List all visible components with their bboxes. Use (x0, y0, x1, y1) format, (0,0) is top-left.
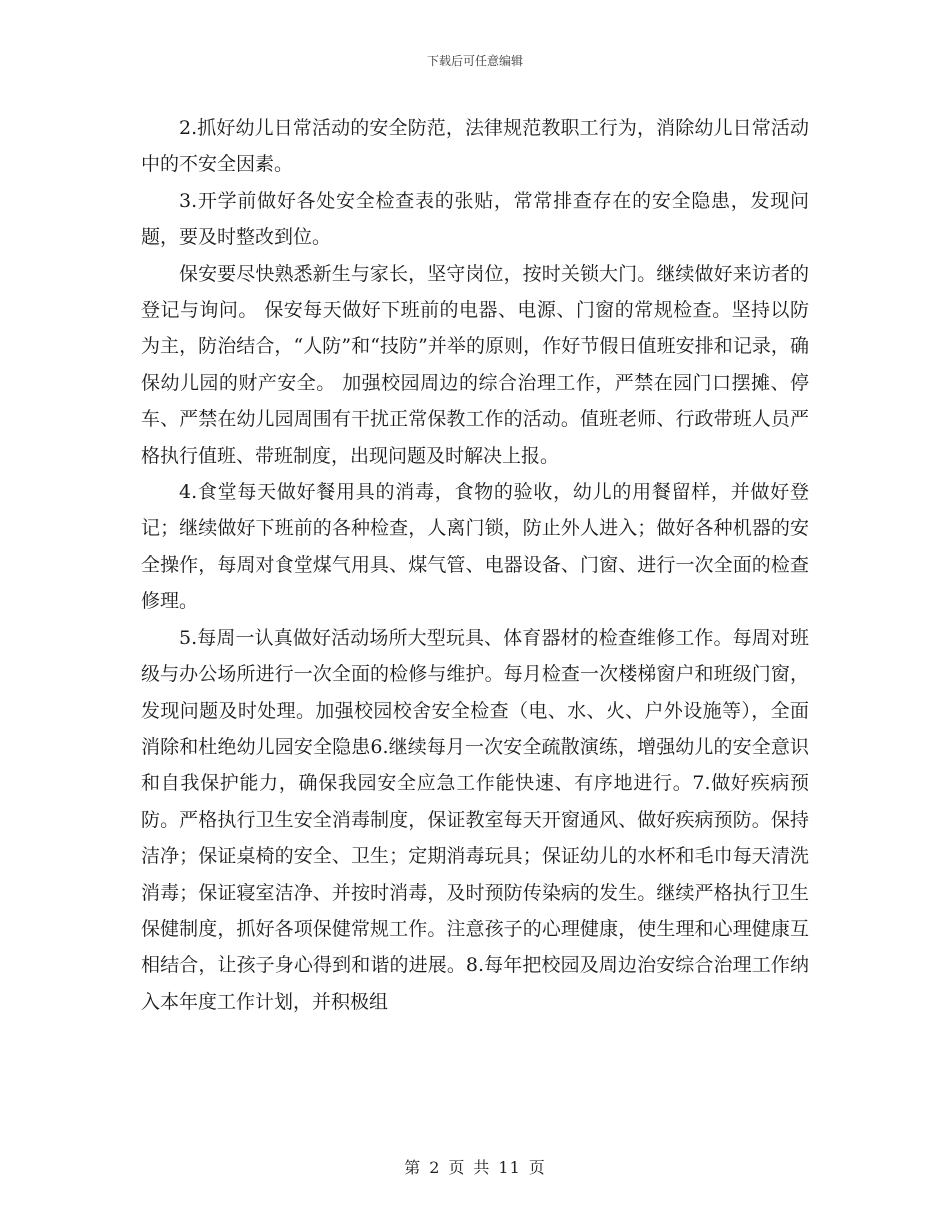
paragraph-5: 5.每周一认真做好活动场所大型玩具、体育器材的检查维修工作。每周对班级与办公场所进行一次全面的检修与维护。每月检查一次楼梯窗户和班级门窗，发现问题及时处理。加强校园校舍安全检查（电、水、火、户外设施等），全面消除和杜绝幼儿园安全隐患6.继续每月一次安全疏散演练，增强幼儿的安全意识和自我保护能力，确保我园安全应急工作能快速、有序地进行。7.做好疾病预防。严格执行卫生安全消毒制度，保证教室每天开窗通风、做好疾病预防。保持洁净；保证桌椅的安全、卫生；定期消毒玩具；保证幼儿的水杯和毛巾每天清洗消毒；保证寝室洁净、并按时消毒，及时预防传染病的发生。继续严格执行卫生保健制度，抓好各项保健常规工作。注意孩子的心理健康，使生理和心理健康互相结合，让孩子身心得到和谐的进展。8.每年把校园及周边治安综合治理工作纳入本年度工作计划，并积极组 (141, 626, 809, 1013)
page-footer (0, 1155, 950, 1178)
footer-current-page: 2 (429, 1158, 441, 1177)
footer-prefix: 第 (404, 1158, 422, 1177)
footer-suffix: 页 (528, 1158, 546, 1177)
paragraph-1: 2.抓好幼儿日常活动的安全防范，法律规范教职工行为，消除幼儿日常活动中的不安全因素。 (141, 117, 809, 176)
paragraph-3: 保安要尽快熟悉新生与家长，坚守岗位，按时关锁大门。继续做好来访者的登记与询问。 保安每天做好下班前的电器、电源、门窗的常规检查。坚持以防为主，防治结合，“人防”和“技防”并举的原则，作好节假日值班安排和记录，确保幼儿园的财产安全。 加强校园周边的综合治理工作，严禁在园门口摆摊、停车、严禁在幼儿园周围有干扰正常保教工作的活动。值班老师、行政带班人员严格执行值班、带班制度，出现问题及时解决上报。 (141, 262, 809, 467)
document-body (141, 110, 809, 1020)
footer-page-word: 页 (448, 1158, 466, 1177)
paragraph-4: 4.食堂每天做好餐用具的消毒，食物的验收，幼儿的用餐留样，并做好登记；继续做好下班前的各种检查，人离门锁，防止外人进入；做好各种机器的安全操作，每周对食堂煤气用具、煤气管、电器设备、门窗、进行一次全面的检查修理。 (141, 481, 809, 613)
paragraph-2: 3.开学前做好各处安全检查表的张贴，常常排查存在的安全隐患，发现问题，要及时整改到位。 (141, 189, 809, 249)
footer-total-pages: 11 (498, 1158, 521, 1177)
footer-total-word: 共 (473, 1158, 491, 1177)
page-header-note: 下载后可任意编辑 (426, 54, 523, 68)
